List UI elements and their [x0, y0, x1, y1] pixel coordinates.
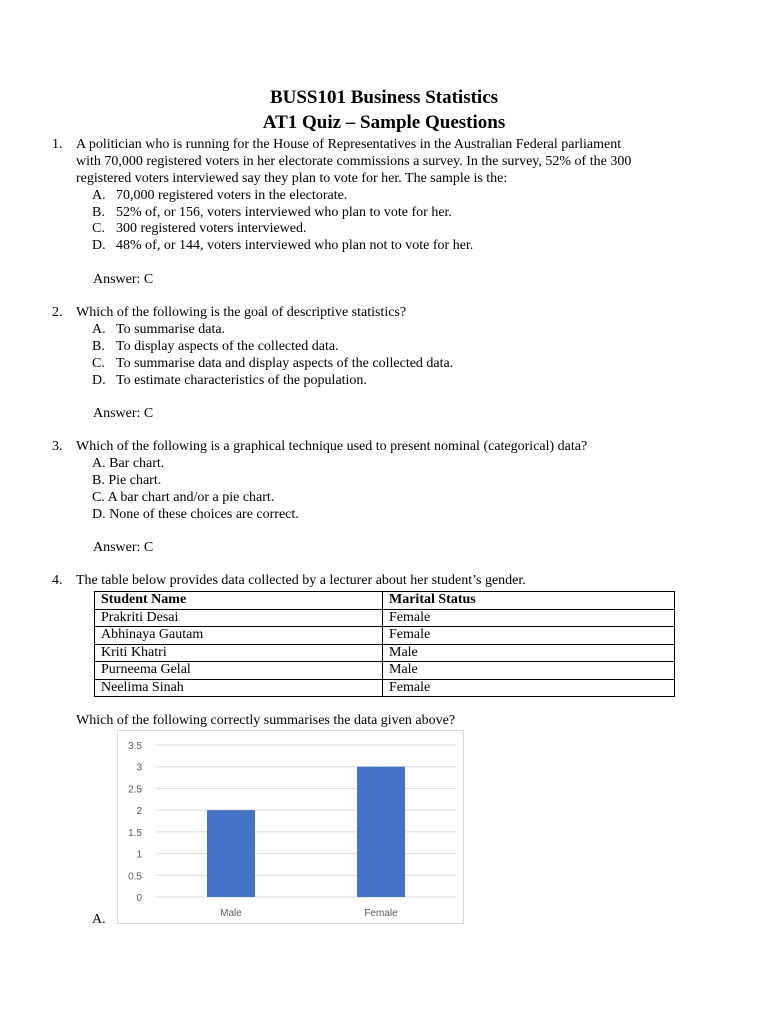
bar-chart-svg: [118, 731, 463, 923]
x-tick-label: Male: [220, 908, 242, 919]
option-d: D. None of these choices are correct.: [92, 507, 299, 522]
option-text: To summarise data and display aspects of the collected data.: [116, 356, 454, 371]
question-text-line: A politician who is running for the House of Representatives in the Australian Federal parliament: [76, 137, 622, 152]
option-text: 52% of, or 156, voters interviewed who plan to vote for her.: [116, 205, 452, 220]
table-cell: Neelima Sinah: [95, 679, 383, 697]
document-title: BUSS101 Business Statistics: [269, 87, 499, 108]
option-text: 300 registered voters interviewed.: [116, 221, 307, 236]
question-text-line: Which of the following is the goal of descriptive statistics?: [76, 305, 407, 320]
table-cell: Abhinaya Gautam: [95, 627, 383, 645]
option-b: [92, 205, 712, 222]
y-tick-label: 2: [136, 806, 142, 818]
option-letter: C.: [92, 356, 105, 371]
table-cell: Purneema Gelal: [95, 662, 383, 680]
option-a-marker: A.: [92, 912, 106, 927]
question-text-line: registered voters interviewed say they plan to vote for her. The sample is the:: [76, 171, 508, 186]
bar-male: [207, 810, 255, 897]
option-a: A. Bar chart.: [92, 456, 165, 471]
option-letter: C.: [92, 221, 105, 236]
table-row: [95, 644, 675, 662]
question-number: 1.: [52, 137, 63, 152]
answer-text: Answer: C: [93, 540, 154, 555]
option-d: [92, 238, 712, 255]
option-c: C. A bar chart and/or a pie chart.: [92, 490, 275, 505]
question-text-line: The table below provides data collected by a lecturer about her student’s gender.: [76, 573, 526, 588]
y-tick-label: 0: [136, 893, 142, 904]
answer-text: Answer: C: [93, 406, 154, 421]
column-header: Marital Status: [383, 592, 675, 610]
y-tick-label: 3: [136, 762, 142, 774]
option-letter: A.: [92, 188, 106, 203]
question-text-line: Which of the following is a graphical technique used to present nominal (categorical) data?: [76, 439, 588, 454]
option-text: To display aspects of the collected data.: [116, 339, 339, 354]
table-header-row: [95, 592, 675, 610]
bar-chart: [117, 730, 464, 924]
table-row: [95, 627, 675, 645]
option-a: [92, 322, 712, 339]
table-row: [95, 609, 675, 627]
question-text-line: with 70,000 registered voters in her electorate commissions a survey. In the survey, 52% of the 300: [76, 154, 632, 169]
option-c: [92, 356, 712, 373]
option-b: B. Pie chart.: [92, 473, 162, 488]
x-tick-label: Female: [364, 908, 398, 919]
followup-question: Which of the following correctly summarises the data given above?: [76, 713, 456, 728]
option-letter: A.: [92, 322, 106, 337]
option-letter: B.: [92, 205, 105, 220]
answer-text: Answer: C: [93, 272, 154, 287]
option-b: [92, 339, 712, 356]
y-tick-label: 2.5: [128, 784, 142, 796]
option-letter: B.: [92, 339, 105, 354]
y-tick-label: 0.5: [128, 871, 142, 883]
table-cell: Male: [383, 644, 675, 662]
table-row: [95, 679, 675, 697]
column-header: Student Name: [95, 592, 383, 610]
bar-female: [357, 767, 405, 897]
option-text: 70,000 registered voters in the electorate.: [116, 188, 348, 203]
y-tick-label: 1.5: [128, 827, 142, 839]
table-cell: Prakriti Desai: [95, 609, 383, 627]
table-row: [95, 662, 675, 680]
question-number: 2.: [52, 305, 63, 320]
table-cell: Female: [383, 609, 675, 627]
table-cell: Male: [383, 662, 675, 680]
table-cell: Female: [383, 627, 675, 645]
option-letter: D.: [92, 373, 106, 388]
table-cell: Kriti Khatri: [95, 644, 383, 662]
option-c: [92, 221, 712, 238]
option-a: [92, 188, 712, 205]
document-subtitle: AT1 Quiz – Sample Questions: [262, 112, 506, 133]
y-tick-label: 3.5: [128, 741, 142, 752]
student-gender-table: [94, 591, 675, 697]
question-number: 3.: [52, 439, 63, 454]
y-tick-label: 1: [136, 849, 142, 861]
question-number: 4.: [52, 573, 63, 588]
option-text: To summarise data.: [116, 322, 226, 337]
option-text: To estimate characteristics of the population.: [116, 373, 367, 388]
option-letter: D.: [92, 238, 106, 253]
option-text: 48% of, or 144, voters interviewed who plan not to vote for her.: [116, 238, 474, 253]
table-cell: Female: [383, 679, 675, 697]
option-d: [92, 373, 712, 390]
